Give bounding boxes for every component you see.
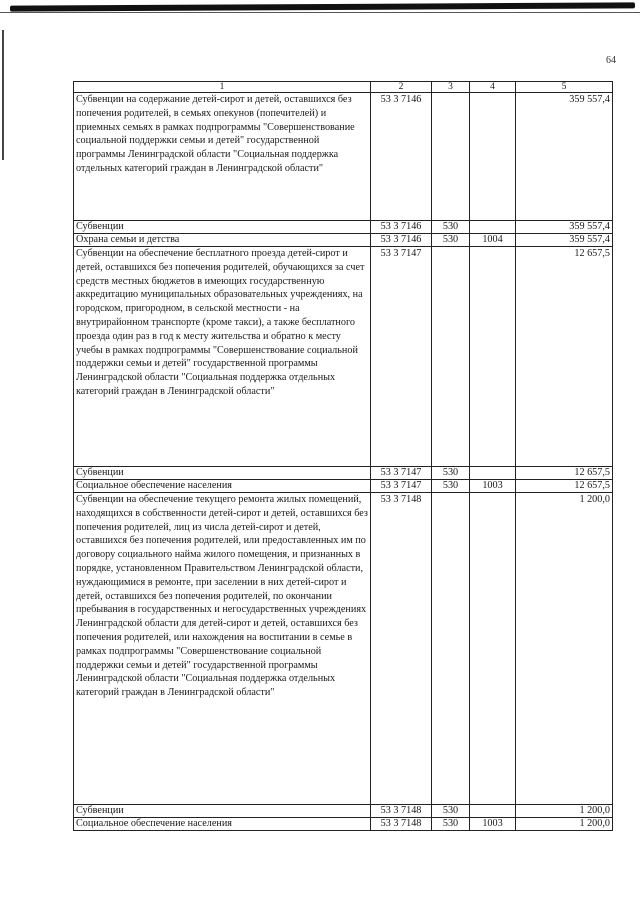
row-rz xyxy=(470,93,516,221)
row-name: Субвенции xyxy=(74,805,371,818)
table-row xyxy=(74,247,613,467)
row-csr: 53 3 7147 xyxy=(371,467,432,480)
row-name: Субвенции на содержание детей-сирот и детей, оставшихся без попечения родителей, в семьях опекунов (попечителей) и приемных семьях в рамках подпрограммы "Совершенствование социальной поддержки семьи и детей" государственной программы Ленинградской области "Социальная поддержка отдельных категорий граждан в Ленинградской области" xyxy=(74,93,371,221)
table-row xyxy=(74,818,613,831)
row-name: Социальное обеспечение населения xyxy=(74,480,371,493)
row-vr: 530 xyxy=(432,480,470,493)
row-rz xyxy=(470,493,516,805)
table-header-row xyxy=(74,82,613,93)
row-sum: 359 557,4 xyxy=(516,93,613,221)
row-vr xyxy=(432,493,470,805)
header-cell: 4 xyxy=(470,82,516,93)
table-row xyxy=(74,234,613,247)
table-row xyxy=(74,493,613,805)
row-csr: 53 3 7148 xyxy=(371,805,432,818)
table-row xyxy=(74,480,613,493)
header-cell: 5 xyxy=(516,82,613,93)
table-row xyxy=(74,467,613,480)
row-sum: 359 557,4 xyxy=(516,234,613,247)
row-csr: 53 3 7148 xyxy=(371,818,432,831)
row-name: Субвенции на обеспечение текущего ремонта жилых помещений, находящихся в собственности детей-сирот и детей, оставшихся без попечения родителей, лиц из числа детей-сирот и детей, оставшихся без попечения родителей, или предоставленных им по договору социального найма жилого помещения, и признанных в порядке, установленном Правительством Ленинградской области, нуждающимися в ремонте, при заселении в них детей-сирот и детей, оставшихся без попечения родителей, по окончании пребывания в государственных и негосударственных учреждениях Ленинградской области для детей-сирот и детей, оставшихся без попечения родителей, или нахождения на воспитании в семье в рамках подпрограммы "Совершенствование социальной поддержки семьи и детей" государственной программы Ленинградской области "Социальная поддержка отдельных категорий граждан в Ленинградской области" xyxy=(74,493,371,805)
row-name: Охрана семьи и детства xyxy=(74,234,371,247)
row-csr: 53 3 7146 xyxy=(371,234,432,247)
row-rz xyxy=(470,805,516,818)
header-cell: 3 xyxy=(432,82,470,93)
page-number: 64 xyxy=(606,55,616,66)
row-name: Субвенции на обеспечение бесплатного проезда детей-сирот и детей, оставшихся без попечения родителей, обучающихся за счет средств местных бюджетов в имеющих государственную аккредитацию муниципальных образовательных учреждениях, на городском, пригородном, в сельской местности - на внутрирайонном транспорте (кроме такси), а также бесплатного проезда один раз в год к месту жительства и обратно к месту учебы в рамках подпрограммы "Совершенствование социальной поддержки семьи и детей" государственной программы Ленинградской области "Социальная поддержка отдельных категорий граждан в Ленинградской области" xyxy=(74,247,371,467)
row-vr: 530 xyxy=(432,805,470,818)
row-name: Субвенции xyxy=(74,467,371,480)
row-sum: 12 657,5 xyxy=(516,467,613,480)
row-rz xyxy=(470,247,516,467)
row-csr: 53 3 7146 xyxy=(371,221,432,234)
row-sum: 1 200,0 xyxy=(516,493,613,805)
header-cell: 1 xyxy=(74,82,371,93)
table-row xyxy=(74,221,613,234)
row-sum: 359 557,4 xyxy=(516,221,613,234)
row-vr xyxy=(432,93,470,221)
row-sum: 12 657,5 xyxy=(516,247,613,467)
row-csr: 53 3 7147 xyxy=(371,247,432,467)
scan-top-edge xyxy=(10,2,635,11)
table-row xyxy=(74,93,613,221)
row-sum: 1 200,0 xyxy=(516,818,613,831)
scan-left-edge xyxy=(2,30,4,160)
row-sum: 1 200,0 xyxy=(516,805,613,818)
row-vr: 530 xyxy=(432,818,470,831)
row-rz xyxy=(470,467,516,480)
row-name: Субвенции xyxy=(74,221,371,234)
row-csr: 53 3 7148 xyxy=(371,493,432,805)
table-row xyxy=(74,805,613,818)
row-sum: 12 657,5 xyxy=(516,480,613,493)
budget-table xyxy=(73,81,613,831)
row-vr xyxy=(432,247,470,467)
scan-top-line xyxy=(0,12,640,13)
row-name: Социальное обеспечение населения xyxy=(74,818,371,831)
header-cell: 2 xyxy=(371,82,432,93)
row-vr: 530 xyxy=(432,234,470,247)
row-rz: 1003 xyxy=(470,818,516,831)
row-csr: 53 3 7146 xyxy=(371,93,432,221)
row-csr: 53 3 7147 xyxy=(371,480,432,493)
row-rz xyxy=(470,221,516,234)
row-rz: 1003 xyxy=(470,480,516,493)
row-vr: 530 xyxy=(432,221,470,234)
row-rz: 1004 xyxy=(470,234,516,247)
row-vr: 530 xyxy=(432,467,470,480)
